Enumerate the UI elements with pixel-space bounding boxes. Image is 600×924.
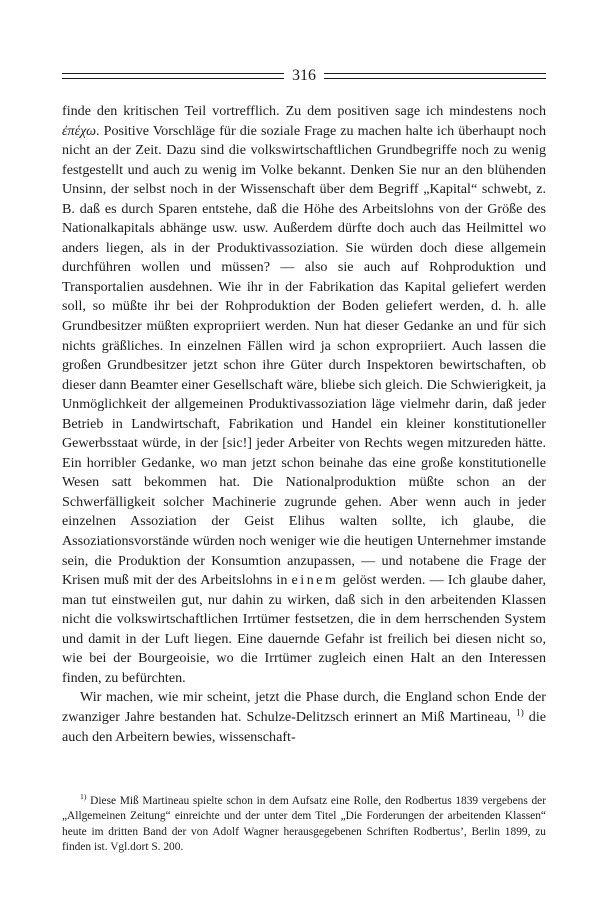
- paragraph-1-text-c: gelöst werden. — Ich glaube daher, man tut einstweilen gut, nur dahin zu wirken, daß sich in den arbeitenden Klassen nicht die volkswirtschaftlichen Irrtümer festsetzen, die in dem herrschenden System und damit in der Luft liegen. Eine dauernde Gefahr ist freilich bei diesen nicht so, wie bei der Bourgeoisie, wo die Irrtümer zugleich einen Halt an den Interessen finden, zu befürchten.: [62, 572, 546, 686]
- footnote-paragraph: [62, 794, 546, 856]
- paragraph-1-text-a: finde den kritischen Teil vortrefflich. Zu dem positiven sage ich mindestens noch: [62, 103, 546, 119]
- body-text: [62, 102, 546, 747]
- page-header: [62, 68, 546, 84]
- footnote-reference: 1): [515, 707, 524, 719]
- page-number: 316: [292, 67, 316, 84]
- header-rule-left: [62, 73, 284, 79]
- paragraph-2-text-a: Wir machen, wie mir scheint, jetzt die Phase durch, die England schon Ende der zwanziger Jahre bestanden hat. Schulze-Delitzsch erinnert an Miß Martineau,: [62, 689, 546, 725]
- paragraph-2-text-b: die auch den Arbeitern bewies, wissenschaft-: [62, 708, 546, 745]
- header-rule-right: [324, 73, 546, 79]
- footnote-text: Diese Miß Martineau spielte schon in dem Aufsatz eine Rolle, den Rodbertus 1839 vergebens der „Allgemeinen Zeitung“ einreichte und der unter dem Titel „Die Forderungen der arbeitenden Klassen“ heute im dritten Band der von Adolf Wagner herausgegebenen Schriften Rodbertus’, Berlin 1899, zu finden ist. Vgl.dort S. 200.: [62, 795, 546, 854]
- footnote-marker: 1): [80, 792, 87, 802]
- spaced-emphasis: einem: [291, 572, 339, 589]
- paragraph-2: [62, 688, 546, 747]
- paragraph-1: [62, 102, 546, 688]
- paragraph-1-text-b: . Positive Vorschläge für die soziale Frage zu machen halte ich überhaupt noch nicht an der Zeit. Dazu sind die volkswirtschaftlichen Grundbegriffe noch zu wenig festgestellt und auch zu wenig im Volke bekannt. Denken Sie nur an den blühenden Unsinn, der selbst noch in der Wissenschaft über dem Begriff „Kapital“ schwebt, z. B. daß es durch Sparen entstehe, daß die Höhe des Arbeitslohns von der Größe des Nationalkapitals abhänge usw. usw. Außerdem dürfte doch auch das Heilmittel wo anders liegen, als in der Produktivassoziation. Sie würden doch diese allgemein durchführen wollen und müssen? — also sie auch auf Rohproduktion und Transportalien ausdehnen. Wie ihr in der Fabrikation das Kapital geliefert werden soll, so müßte ihr bei der Rohproduktion der Boden geliefert werden, d. h. alle Grundbesitzer müßten expropriiert werden. Nun hat dieser Gedanke an und für sich nichts gräßliches. In einzelnen Fällen wird ja schon expropriiert. Auch lassen die großen Grundbesitzer jetzt schon ihre Güter durch Inspektoren bewirtschaften, ob dieser dann Beamter einer Gesellschaft wäre, bliebe sich gleich. Die Schwierigkeit, ja Unmöglichkeit der allgemeinen Produktivassoziation läge vielmehr darin, daß jeder Betrieb in Landwirtschaft, Fabrikation und Handel ein kleiner konstitutioneller Gewerbsstaat würde, in der [sic!] jeder Arbeiter von Rechts wegen mitzureden hätte. Ein horribler Gedanke, wo man jetzt schon beinahe das eine große konstitutionelle Wesen satt bekommen hat. Die Nationalproduktion müßte schon an der Schwerfälligkeit solcher Machinerie zugrunde gehen. Aber wenn auch in jeder einzelnen Assoziation der Geist Elihus walten sollte, ich glaube, die Assoziationsvorstände würden noch weniger wie die heutigen Unternehmer imstande sein, die Produktion der Konsumtion anzupassen, — und notabene die Frage der Krisen muß mit der des Arbeitslohns in: [62, 122, 546, 589]
- greek-word: ἐπέχω: [62, 122, 97, 139]
- footnote: [62, 794, 546, 856]
